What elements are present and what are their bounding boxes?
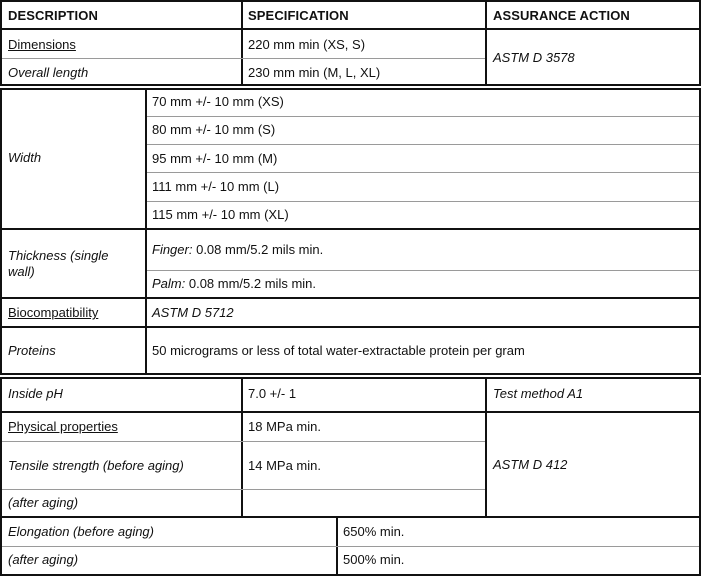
- tensile-after-label: (after aging): [8, 495, 79, 510]
- proteins-value: 50 micrograms or less of total water-extractable protein per gram: [152, 343, 525, 358]
- physical-row-line: [2, 441, 485, 442]
- inside-ph-label: Inside pH: [8, 386, 63, 401]
- biocompatibility-value: ASTM D 5712: [152, 305, 234, 320]
- elongation-row-line: [2, 546, 699, 547]
- thickness-finger: [152, 242, 323, 258]
- physical-spec-2: 14 MPa min.: [248, 458, 321, 473]
- elongation-before-label: Elongation (before aging): [8, 524, 154, 539]
- width-value-l: 111 mm +/- 10 mm (L): [152, 179, 280, 194]
- width-value-m: 95 mm +/- 10 mm (M): [152, 151, 278, 166]
- biocompatibility-block: [0, 297, 701, 328]
- physical-row-line: [2, 489, 485, 490]
- dimensions-assurance: ASTM D 3578: [493, 50, 575, 65]
- dimensions-divider-1: [241, 28, 243, 86]
- tensile-before-label: Tensile strength (before aging): [8, 458, 184, 473]
- width-row-line: [147, 201, 699, 202]
- inside-ph-divider-1: [241, 377, 243, 413]
- finger-label: Finger:: [152, 242, 193, 257]
- width-label: Width: [8, 150, 42, 165]
- biocompatibility-divider: [145, 297, 147, 328]
- proteins-label: Proteins: [8, 343, 56, 358]
- width-row-line: [147, 144, 699, 145]
- header-assurance-action: ASSURANCE ACTION: [493, 8, 630, 23]
- dimensions-row-line: [2, 58, 485, 59]
- palm-label: Palm:: [152, 276, 186, 291]
- dimensions-label: Dimensions: [8, 37, 76, 52]
- inside-ph-divider-2: [485, 377, 487, 413]
- biocompatibility-label: Biocompatibility: [8, 305, 99, 320]
- overall-length-label: Overall length: [8, 65, 89, 80]
- header-specification: SPECIFICATION: [248, 8, 349, 23]
- palm-value: 0.08 mm/5.2 mils min.: [188, 276, 317, 291]
- width-divider: [145, 88, 147, 230]
- thickness-palm: [152, 276, 316, 292]
- thickness-divider: [145, 228, 147, 299]
- width-block: [0, 88, 701, 230]
- inside-ph-spec: 7.0 +/- 1: [248, 386, 297, 401]
- physical-divider-2: [485, 411, 487, 518]
- physical-divider-1: [241, 411, 243, 518]
- width-value-s: 80 mm +/- 10 mm (S): [152, 122, 276, 137]
- physical-spec-1: 18 MPa min.: [248, 419, 321, 434]
- dimensions-spec-large: 230 mm min (M, L, XL): [248, 65, 381, 80]
- width-row-line: [147, 116, 699, 117]
- thickness-label: Thickness (single wall): [8, 248, 109, 279]
- dimensions-spec-small: 220 mm min (XS, S): [248, 37, 366, 52]
- dimensions-divider-2: [485, 28, 487, 86]
- header-description: DESCRIPTION: [8, 8, 98, 23]
- width-value-xs: 70 mm +/- 10 mm (XS): [152, 94, 284, 109]
- width-row-line: [147, 172, 699, 173]
- elongation-after-value: 500% min.: [343, 552, 405, 567]
- width-value-xl: 115 mm +/- 10 mm (XL): [152, 207, 289, 222]
- finger-value: 0.08 mm/5.2 mils min.: [196, 242, 324, 257]
- thickness-row-line: [147, 270, 699, 271]
- physical-assurance: ASTM D 412: [493, 457, 568, 472]
- proteins-divider: [145, 326, 147, 375]
- inside-ph-assurance: Test method A1: [493, 386, 584, 401]
- physical-properties-label: Physical properties: [8, 419, 118, 434]
- inside-ph-block: [0, 377, 701, 413]
- elongation-before-value: 650% min.: [343, 524, 405, 539]
- elongation-after-label: (after aging): [8, 552, 79, 567]
